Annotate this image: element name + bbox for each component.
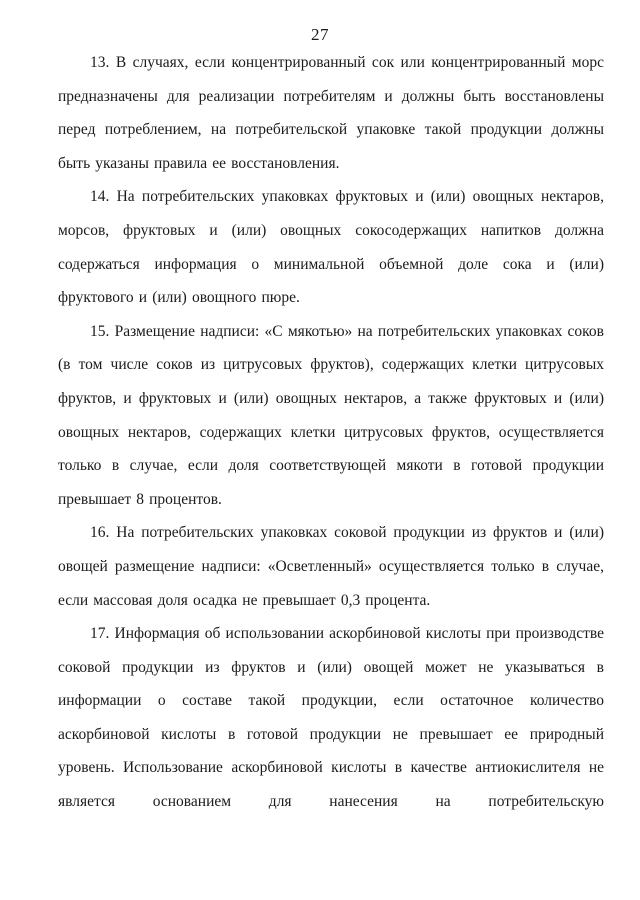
paragraph-17: 17. Информация об использовании аскорбиновой кислоты при производстве соковой продукции из фруктов и (или) овощей может не указываться в информации о составе такой продукции, если остаточное количество аскорбиновой кислоты в готовой продукции не превышает ее природный уровень. Использование аскорбиновой кислоты в качестве антиокислителя не является основанием для нанесения на потребительскую (58, 625, 604, 811)
paragraph-14: 14. На потребительских упаковках фруктовых и (или) овощных нектаров, морсов, фруктовых и (или) овощных сокосодержащих напитков должна содержаться информация о минимальной объемной доле сока и (или) фруктового и (или) овощного пюре. (58, 188, 604, 307)
document-body (58, 46, 604, 819)
paragraph-13: 13. В случаях, если концентрированный сок или концентрированный морс предназначены для реализации потребителям и должны быть восстановлены перед потреблением, на потребительской упаковке такой продукции должны быть указаны правила ее восстановления. (58, 54, 604, 172)
page-number: 27 (311, 25, 329, 44)
paragraph-15: 15. Размещение надписи: «С мякотью» на потребительских упаковках соков (в том числе соков из цитрусовых фруктов), содержащих клетки цитрусовых фруктов, и фруктовых и (или) овощных нектаров, а также фруктовых и (или) овощных нектаров, содержащих клетки цитрусовых фруктов, осуществляется только в случае, если доля соответствующей мякоти в готовой продукции превышает 8 процентов. (58, 322, 604, 508)
paragraph-16: 16. На потребительских упаковках соковой продукции из фруктов и (или) овощей размещение надписи: «Осветленный» осуществляется только в случае, если массовая доля осадка не превышает 0,3 процента. (58, 524, 604, 609)
